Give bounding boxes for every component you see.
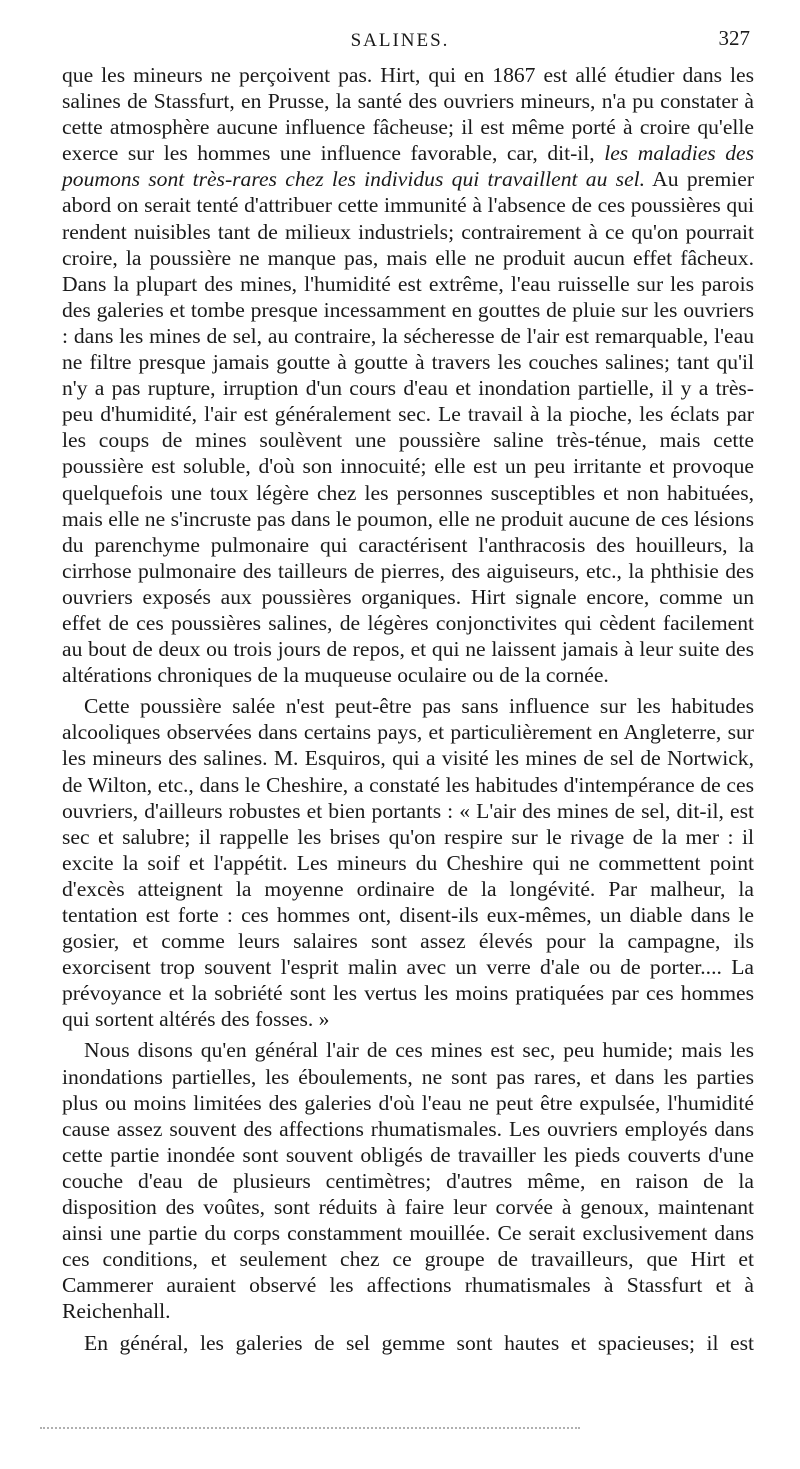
text-run: En général, les galeries de sel gemme sont hautes et spacieuses; il est	[84, 1330, 754, 1355]
body-text	[62, 62, 754, 1356]
page-number: 327	[718, 26, 750, 50]
text-run: Nous disons qu'en général l'air de ces mines est sec, peu humide; mais les inondations partielles, les éboulements, ne sont pas rares, et dans les parties plus ou moins limitées des galeries d'où l'eau ne peut être expulsée, l'humidité cause assez souvent des affections rhumatismales. Les ouvriers employés dans cette partie inondée sont souvent obligés de travailler les pieds couverts d'une couche d'eau de plusieurs centimètres; d'autres même, en raison de la disposition des voûtes, sont réduits à faire leur corvée à genoux, maintenant ainsi une partie du corps constamment mouillée. Ce serait exclusivement dans ces conditions, et seulement chez ce groupe de travailleurs, que Hirt et Cammerer auraient observé les affections rhumatismales à Stassfurt et à Reichenhall.	[62, 1038, 754, 1324]
text-run: que les mineurs ne perçoivent pas. Hirt, qui en 1867 est allé étudier dans les salines de Stassfurt, en Prusse, la santé des ouvriers mineurs, n'a pu constater à cette atmosphère aucune influence fâcheuse; il est même porté à croire qu'elle exerce sur les hommes une influence favorable, car, dit-il,	[62, 63, 754, 166]
italic-text-run: les maladies des poumons sont très-rares chez les individus qui travaillent au sel.	[62, 141, 754, 192]
footer-dotted-rule	[40, 1427, 580, 1429]
text-run: Cette poussière salée n'est peut-être pas sans influence sur les habitudes alcooliques observées dans certains pays, et particulièrement en Angleterre, sur les mineurs des salines. M. Esquiros, qui a visité les mines de sel de Nortwick, de Wilton, etc., dans le Cheshire, a constaté les habitudes d'intempérance de ces ouvriers, d'ailleurs robustes et bien portants : « L'air des mines de sel, dit-il, est sec et salubre; il rappelle les brises qu'on respire sur le rivage de la mer : il excite la soif et l'appétit. Les mineurs du Cheshire qui ne commettent point d'excès atteignent la moyenne ordinaire de la longévité. Par malheur, la tentation est forte : ces hommes ont, disent-ils eux-mêmes, un diable dans le gosier, et comme leurs salaires sont assez élevés pour la campagne, ils exorcisent trop souvent l'esprit malin avec un verre d'ale ou de porter.... La prévoyance et la sobriété sont les vertus les moins pratiquées par ces hommes qui sortent altérés des fosses. »	[62, 694, 754, 1032]
running-title: SALINES.	[350, 30, 450, 51]
paragraph	[62, 62, 754, 688]
running-header	[0, 26, 800, 58]
paragraph	[62, 1037, 754, 1324]
paragraph	[62, 693, 754, 1032]
paragraph	[62, 1330, 754, 1356]
text-run: Au premier abord on serait tenté d'attribuer cette immunité à l'absence de ces poussières qui rendent nuisibles tant de milieux industriels; contrairement à ce qu'on pourrait croire, la poussière ne manque pas, mais elle ne produit aucun effet fâcheux. Dans la plupart des mines, l'humidité est extrême, l'eau ruisselle sur les parois des galeries et tombe presque incessamment en gouttes de pluie sur les ouvriers : dans les mines de sel, au contraire, la sécheresse de l'air est remarquable, l'eau ne filtre presque jamais goutte à goutte à travers les couches salines; tant qu'il n'y a pas rupture, irruption d'un cours d'eau et inondation partielle, il y a très-peu d'humidité, l'air est généralement sec. Le travail à la pioche, les éclats par les coups de mines soulèvent une poussière saline très-ténue, mais cette poussière est soluble, d'où son innocuité; elle est un peu irritante et provoque quelquefois une toux légère chez les personnes susceptibles et non habituées, mais elle ne s'incruste pas dans le poumon, elle ne produit aucune de ces lésions du parenchyme pulmonaire qui caractérisent l'anthracosis des houilleurs, la cirrhose pulmonaire des tailleurs de pierres, des aiguiseurs, etc., la phthisie des ouvriers exposés aux poussières organiques. Hirt signale encore, comme un effet de ces poussières salines, de légères conjonctivites qui cèdent facilement au bout de deux ou trois jours de repos, et qui ne laissent jamais à leur suite des altérations chroniques de la muqueuse oculaire ou de la cornée.	[62, 167, 755, 688]
